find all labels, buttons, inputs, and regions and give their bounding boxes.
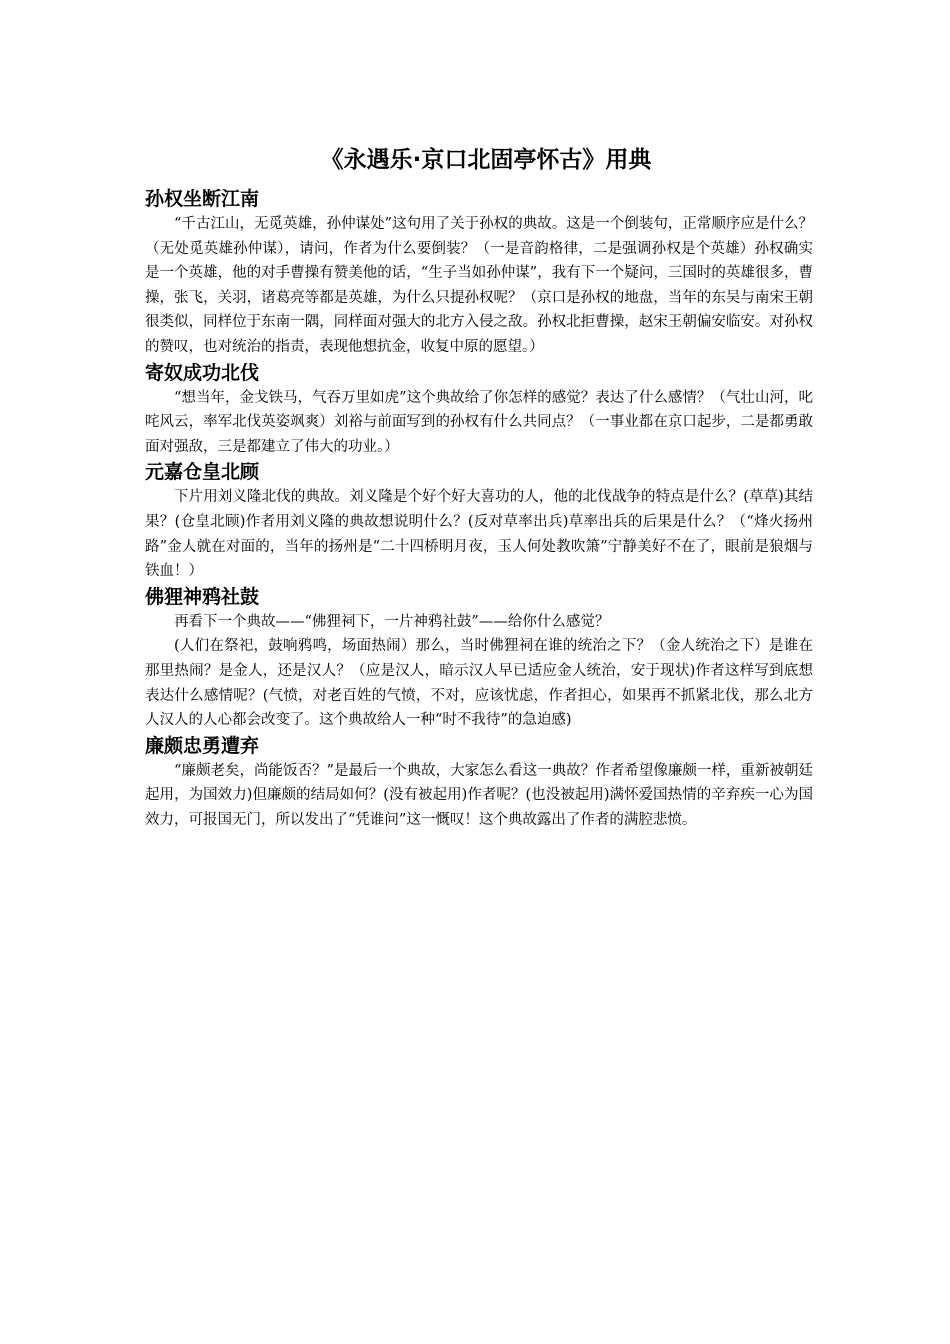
paragraph: 再看下一个典故——“佛狸祠下，一片神鸦社鼓”——给你什么感觉？ (174, 613, 610, 630)
paragraph: (人们在祭祀，鼓响鸦鸣，场面热闹）那么，当时佛狸祠在谁的统治之下？（金人统治之下）是谁在那里热闹？是金人，还是汉人？（应是汉人，暗示汉人早已适应金人统治，安于现状)作者这样写到底想表达什么感情呢？(气愤，对老百姓的气愤，不对，应该忧虑，作者担心，如果再不抓紧北伐，那么北方人汉人的人心都会改变了。这个典故给人一种“时不我待”的急迫感) (145, 638, 813, 729)
document-title: 《永遇乐·京口北固亭怀古》用典 (320, 147, 652, 173)
section-heading: 孙权坐断江南 (145, 188, 260, 210)
section-fo-li (145, 584, 813, 733)
section-heading: 廉颇忠勇遭弃 (145, 734, 260, 757)
paragraph: 下片用刘义隆北伐的典故。刘义隆是个好个好大喜功的人，他的北伐战争的特点是什么？(草草)其结果？(仓皇北顾)作者用刘义隆的典故想说明什么？(反对草率出兵)草率出兵的后果是什么？（“烽火扬州路”金人就在对面的，当年的扬州是“二十四桥明月夜，玉人何处教吹箫”宁静美好不在了，眼前是狼烟与铁血！） (145, 489, 813, 580)
paragraph: “廉颇老矣，尚能饭否？”是最后一个典故，大家怎么看这一典故？作者希望像廉颇一样，重新被朝廷起用，为国效力)但廉颇的结局如何？(没有被起用)作者呢？(也没被起用)满怀爱国热情的辛弃疾一心为国效力，可报国无门，所以发出了“凭谁问”这一慨叹！这个典故露出了作者的满腔悲愤。 (145, 762, 813, 828)
document-page (145, 140, 813, 832)
section-heading: 佛狸神鸦社鼓 (145, 585, 260, 608)
section-heading: 元嘉仓皇北顾 (145, 461, 260, 484)
paragraph: “想当年，金戈铁马，气吞万里如虎”这个典故给了你怎样的感觉？表达了什么感情？（气壮山河，叱咤风云，率军北伐英姿飒爽）刘裕与前面写到的孙权有什么共同点？（一事业都在京口起步，二是都勇敢面对强敌，三是都建立了伟大的功业。） (145, 389, 813, 455)
section-ji-nu (145, 360, 813, 460)
section-lian-po (145, 733, 813, 833)
section-heading: 寄奴成功北伐 (145, 361, 260, 384)
paragraph: “千古江山，无觅英雄，孙仲谋处”这句用了关于孙权的典故。这是一个倒装句，正常顺序应是什么？（无处觅英雄孙仲谋），请问，作者为什么要倒装？（一是音韵格律，二是强调孙权是个英雄）孙权确实是一个英雄，他的对手曹操有赞美他的话，“生子当如孙仲谋”，我有下一个疑问，三国时的英雄很多，曹操，张飞，关羽，诸葛亮等都是英雄，为什么只提孙权呢？（京口是孙权的地盘，当年的东吴与南宋王朝很类似，同样位于东南一隅，同样面对强大的北方入侵之敌。孙权北拒曹操，赵宋王朝偏安临安。对孙权的赞叹，也对统治的指责，表现他想抗金，收复中原的愿望。） (145, 216, 813, 355)
section-sun-quan (145, 186, 813, 360)
section-yuan-jia (145, 459, 813, 583)
